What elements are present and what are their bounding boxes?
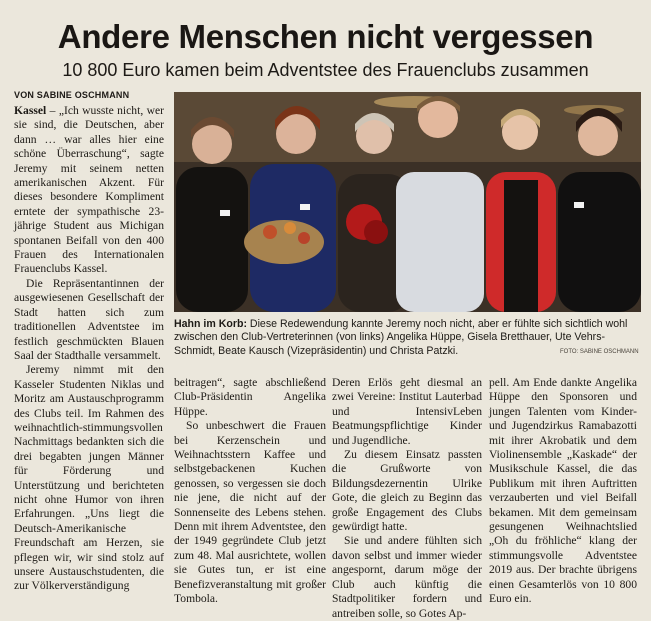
dateline: Kassel <box>14 104 47 117</box>
photo-credit: FOTO: SABINE OSCHMANN <box>560 349 639 355</box>
text-column-4 <box>489 376 637 607</box>
byline: VON SABINE OSCHMANN <box>14 90 130 100</box>
paragraph: Zu diesem Einsatz passten die Grußworte von Bildungsdezernentin Ulrike Gote, die gleich zu Beginn das große Engagement des Clubs gewürdigt hatte. <box>332 448 482 534</box>
paragraph: beitragen“, sagte abschließend Club-Präsidentin Angelika Hüppe. <box>174 376 326 418</box>
paragraph: Jeremy nimmt mit den Kasseler Studenten Niklas und Moritz am Austauschprogramm des Clubs teil. Im Rahmen des weihnachtlich-stimmungsvollen Nachmittags bedankten sich die drei begabten jungen Männer für Förderung und Unterstützung und berichteten nicht ohne Humor von ihren Erfahrungen. „Uns liegt die Deutsch-Amerikanische Freundschaft am Herzen, sie pflegen wir, wir sind stolz auf unsere Austauschstudenten, die zur Völkerverständigung <box>14 363 164 593</box>
headline: Andere Menschen nicht vergessen <box>57 18 594 55</box>
text-column-1 <box>14 104 164 594</box>
article-photo <box>174 92 641 312</box>
subheadline: 10 800 Euro kamen beim Adventstee des Frauenclubs zusammen <box>62 60 589 80</box>
paragraph: Kassel – „Ich wusste nicht, wer sie sind, die Deutschen, aber dann … war alles hier eine schöne Überraschung“, sagte Jeremy mit seinem netten amerikanischen Akzent. Für dieses besondere Kompliment erntete der sympathische 23-jährige Student aus Michigan spontanen Beifall von den 400 Frauen des Internationalen Frauenclubs Kassel. <box>14 104 164 276</box>
text-column-2 <box>174 376 326 607</box>
paragraph: Sie und andere fühlten sich davon selbst und immer wieder angespornt, darum möge der Club auch künftig die Stadtpolitiker fordern und antreiben solle, so Gotes Ap- <box>332 534 482 620</box>
group-photo-illustration <box>174 92 641 312</box>
paragraph: pell. Am Ende dankte Angelika Hüppe den Sponsoren und jungen Talenten vom Kinder- und Jugendzirkus Ramabazotti mit ihrer Akrobatik und dem Violinensemble „Kaskade“ der Musikschule Kassel, die das Publikum mit ihren Auftritten verzauberten und viel Beifall bekamen. Mit dem gemeinsam gesungenen Weihnachtslied „Oh du fröhliche“ klang der stimmungsvolle Adventstee 2019 aus. Der brachte übrigens einen Gesamterlös von 10 800 Euro ein. <box>489 376 637 606</box>
text-column-3 <box>332 376 482 621</box>
paragraph: So unbeschwert die Frauen bei Kerzenschein und Weihnachtsstern Kaffee und selbstgebackenen Kuchen genossen, so vergessen sie doch nie jene, die nicht auf der Sonnenseite des Lebens stehen. Denn mit ihrem Adventstee, den der 1949 gegründete Club jetzt zum 48. Mal ausrichtete, wollen sie Gutes tun, er ist eine Benefizveranstaltung mit großer Tombola. <box>174 419 326 606</box>
paragraph: Die Repräsentantinnen der ausgewiesenen Gesellschaft der Stadt hatten sich zum traditionellen Adventstee im festlich geschmückten Blauen Saal der Stadthalle versammelt. <box>14 276 164 362</box>
paragraph: Deren Erlös geht diesmal an zwei Vereine: Institut Lauterbad und IntensivLeben Beatmungspflichtige Kinder und Jugendliche. <box>332 376 482 447</box>
caption-lead: Hahn im Korb: <box>174 318 247 330</box>
caption-text: Diese Redewendung kannte Jeremy noch nicht, aber er fühlte sich sichtlich wohl zwischen den Club-Vertreterinnen (von links) Angelika Hüppe, Gisela Bretthauer, Ute Vehrs-Schmidt, Beate Kausch (Vizepräsidentin) und Christa Patzki. <box>174 318 628 357</box>
